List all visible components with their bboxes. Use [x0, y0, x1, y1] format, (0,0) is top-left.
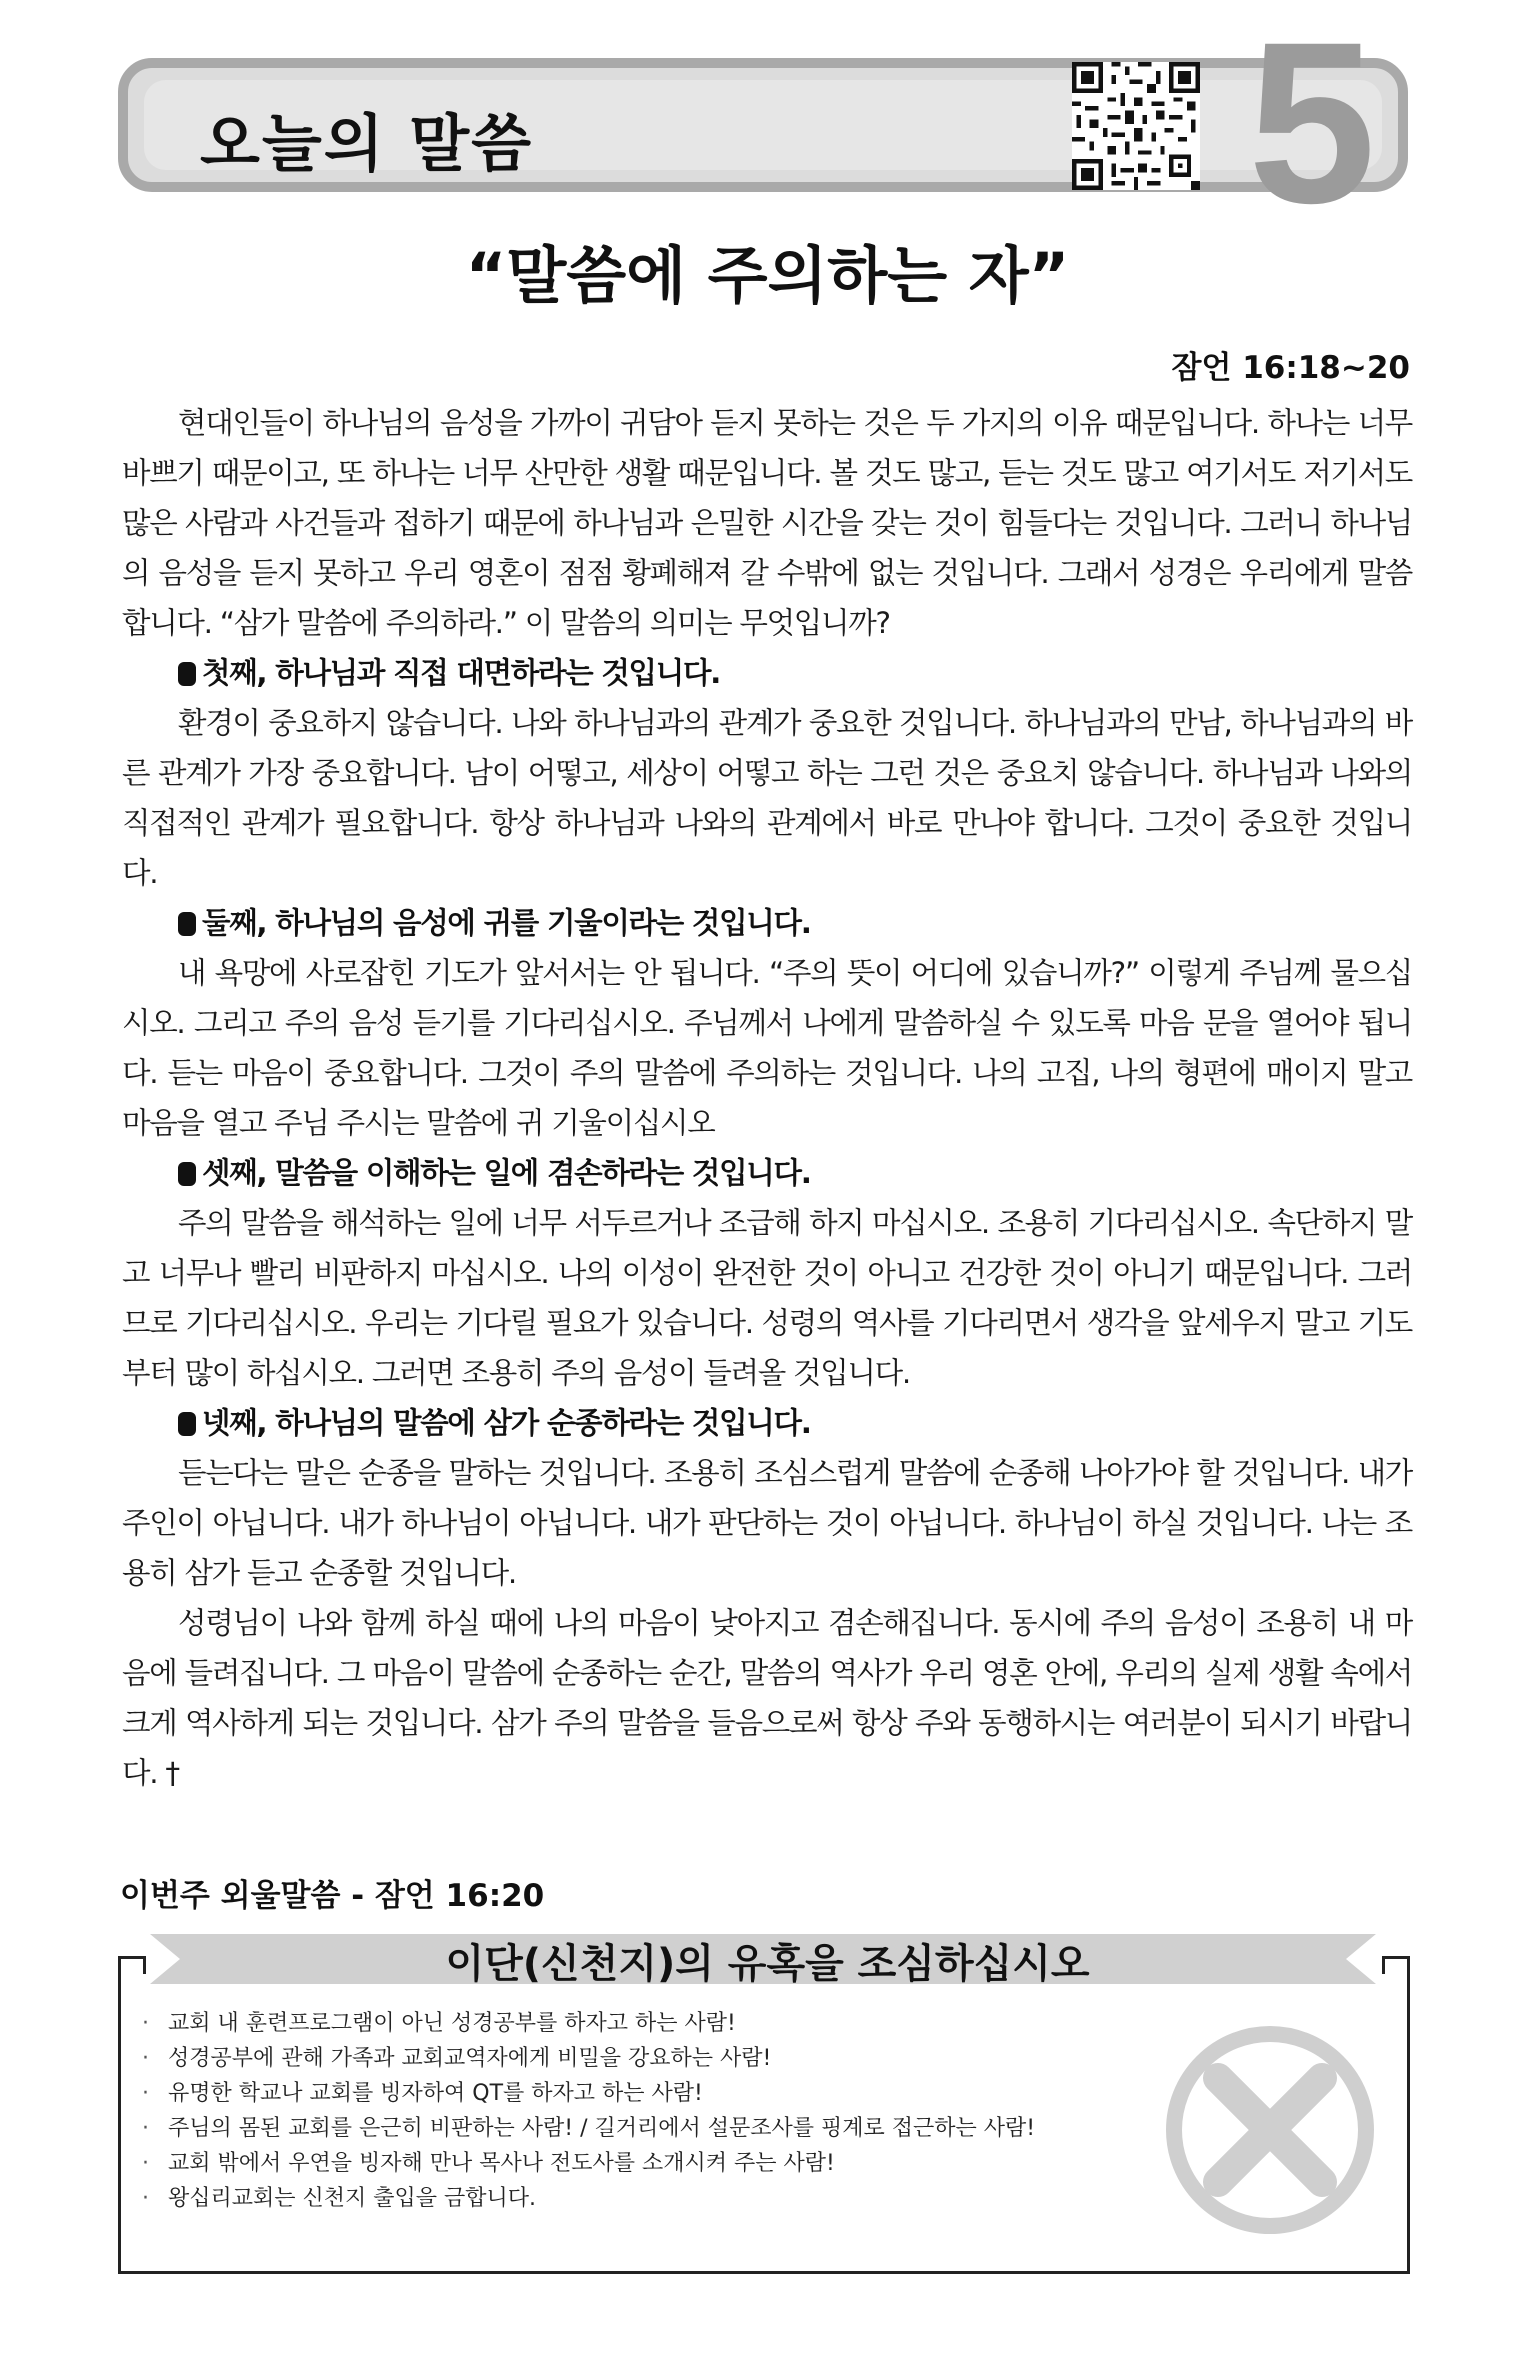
point-heading: [122, 648, 1412, 698]
x-circle-icon: [1160, 2020, 1380, 2240]
warning-item: · 주님의 몸된 교회를 은근히 비판하는 사람! / 길거리에서 설문조사를 핑계로 접근하는 사람!: [140, 2111, 1035, 2146]
point-body: 듣는다는 말은 순종을 말하는 것입니다. 조용히 조심스럽게 말씀에 순종해 나아가야 할 것입니다. 내가 주인이 아닙니다. 내가 하나님이 아닙니다. 내가 판단하는 것이 아닙니다. 하나님이 하실 것입니다. 나는 조용히 삼가 듣고 순종할 것입니다.: [122, 1456, 1412, 1590]
warning-item: · 교회 내 훈련프로그램이 아닌 성경공부를 하자고 하는 사람!: [140, 2006, 1035, 2041]
warning-list: [140, 2006, 1035, 2216]
point-heading-text: 셋째, 말씀을 이해하는 일에 겸손하라는 것입니다.: [202, 1156, 811, 1190]
point-body: 내 욕망에 사로잡힌 기도가 앞서서는 안 됩니다. “주의 뜻이 어디에 있습니까?” 이렇게 주님께 물으십시오. 그리고 주의 음성 듣기를 기다리십시오. 주님께서 나에게 말씀하실 수 있도록 마음 문을 열어야 됩니다. 듣는 마음이 중요합니다. 그것이 주의 말씀에 주의하는 것입니다. 나의 고집, 나의 형편에 매이지 말고 마음을 열고 주님 주시는 말씀에 귀 기울이십시오: [122, 956, 1412, 1140]
page-title: 오늘의 말씀: [200, 107, 534, 180]
point-heading: [122, 1148, 1412, 1198]
scripture-reference: 잠언 16:18~20: [1171, 350, 1410, 386]
warning-item: · 유명한 학교나 교회를 빙자하여 QT를 하자고 하는 사람!: [140, 2076, 1035, 2111]
conclusion-paragraph: 성령님이 나와 함께 하실 때에 나의 마음이 낮아지고 겸손해집니다. 동시에 주의 음성이 조용히 내 마음에 들려집니다. 그 마음이 말씀에 순종하는 순간, 말씀의 역사가 우리 영혼 안에, 우리의 실제 생활 속에서 크게 역사하게 되는 것입니다. 삼가 주의 말씀을 들음으로써 항상 주와 동행하시는 여러분이 되시기 바랍니다. †: [122, 1606, 1412, 1790]
warning-item: · 성경공부에 관해 가족과 교회교역자에게 비밀을 강요하는 사람!: [140, 2041, 1035, 2076]
point-heading: [122, 898, 1412, 948]
point-body: 주의 말씀을 해석하는 일에 너무 서두르거나 조급해 하지 마십시오. 조용히 기다리십시오. 속단하지 말고 너무나 빨리 비판하지 마십시오. 나의 이성이 완전한 것이 아니고 건강한 것이 아니기 때문입니다. 그러므로 기다리십시오. 우리는 기다릴 필요가 있습니다. 성령의 역사를 기다리면서 생각을 앞세우지 말고 기도부터 많이 하십시오. 그러면 조용히 주의 음성이 들려올 것입니다.: [122, 1206, 1412, 1390]
warning-title: 이단(신천지)의 유혹을 조심하십시오: [445, 1941, 1090, 1987]
point-heading: [122, 1398, 1412, 1448]
memory-verse: 이번주 외울말씀 - 잠언 16:20: [120, 1878, 545, 1914]
intro-paragraph: 현대인들이 하나님의 음성을 가까이 귀담아 듣지 못하는 것은 두 가지의 이유 때문입니다. 하나는 너무 바쁘기 때문이고, 또 하나는 너무 산만한 생활 때문입니다. 볼 것도 많고, 듣는 것도 많고 여기서도 저기서도 많은 사람과 사건들과 접하기 때문에 하나님과 은밀한 시간을 갖는 것이 힘들다는 것입니다. 그러니 하나님의 음성을 듣지 못하고 우리 영혼이 점점 황폐해져 갈 수밖에 없는 것입니다. 그래서 성경은 우리에게 말씀합니다. “삼가 말씀에 주의하라.” 이 말씀의 의미는 무엇입니까?: [122, 406, 1412, 640]
point-body: 환경이 중요하지 않습니다. 나와 하나님과의 관계가 중요한 것입니다. 하나님과의 만남, 하나님과의 바른 관계가 가장 중요합니다. 남이 어떻고, 세상이 어떻고 하는 그런 것은 중요치 않습니다. 하나님과 나와의 직접적인 관계가 필요합니다. 항상 하나님과 나와의 관계에서 바로 만나야 합니다. 그것이 중요한 것입니다.: [122, 706, 1412, 890]
bullet-icon: [178, 662, 196, 686]
point-heading-text: 첫째, 하나님과 직접 대면하라는 것입니다.: [202, 656, 721, 690]
bullet-icon: [178, 912, 196, 936]
header-banner: [118, 58, 1408, 192]
point-heading-text: 넷째, 하나님의 말씀에 삼가 순종하라는 것입니다.: [202, 1406, 811, 1440]
bullet-icon: [178, 1162, 196, 1186]
qr-code-icon[interactable]: [1072, 62, 1200, 190]
point-heading-text: 둘째, 하나님의 음성에 귀를 기울이라는 것입니다.: [202, 906, 811, 940]
warning-item: · 왕십리교회는 신천지 출입을 금합니다.: [140, 2181, 1035, 2216]
sermon-title: “말씀에 주의하는 자”: [465, 239, 1070, 312]
sermon-body: [122, 398, 1412, 1798]
warning-item: · 교회 밖에서 우연을 빙자해 만나 목사나 전도사를 소개시켜 주는 사람!: [140, 2146, 1035, 2181]
page-number: 5: [1248, 0, 1376, 251]
bullet-icon: [178, 1412, 196, 1436]
